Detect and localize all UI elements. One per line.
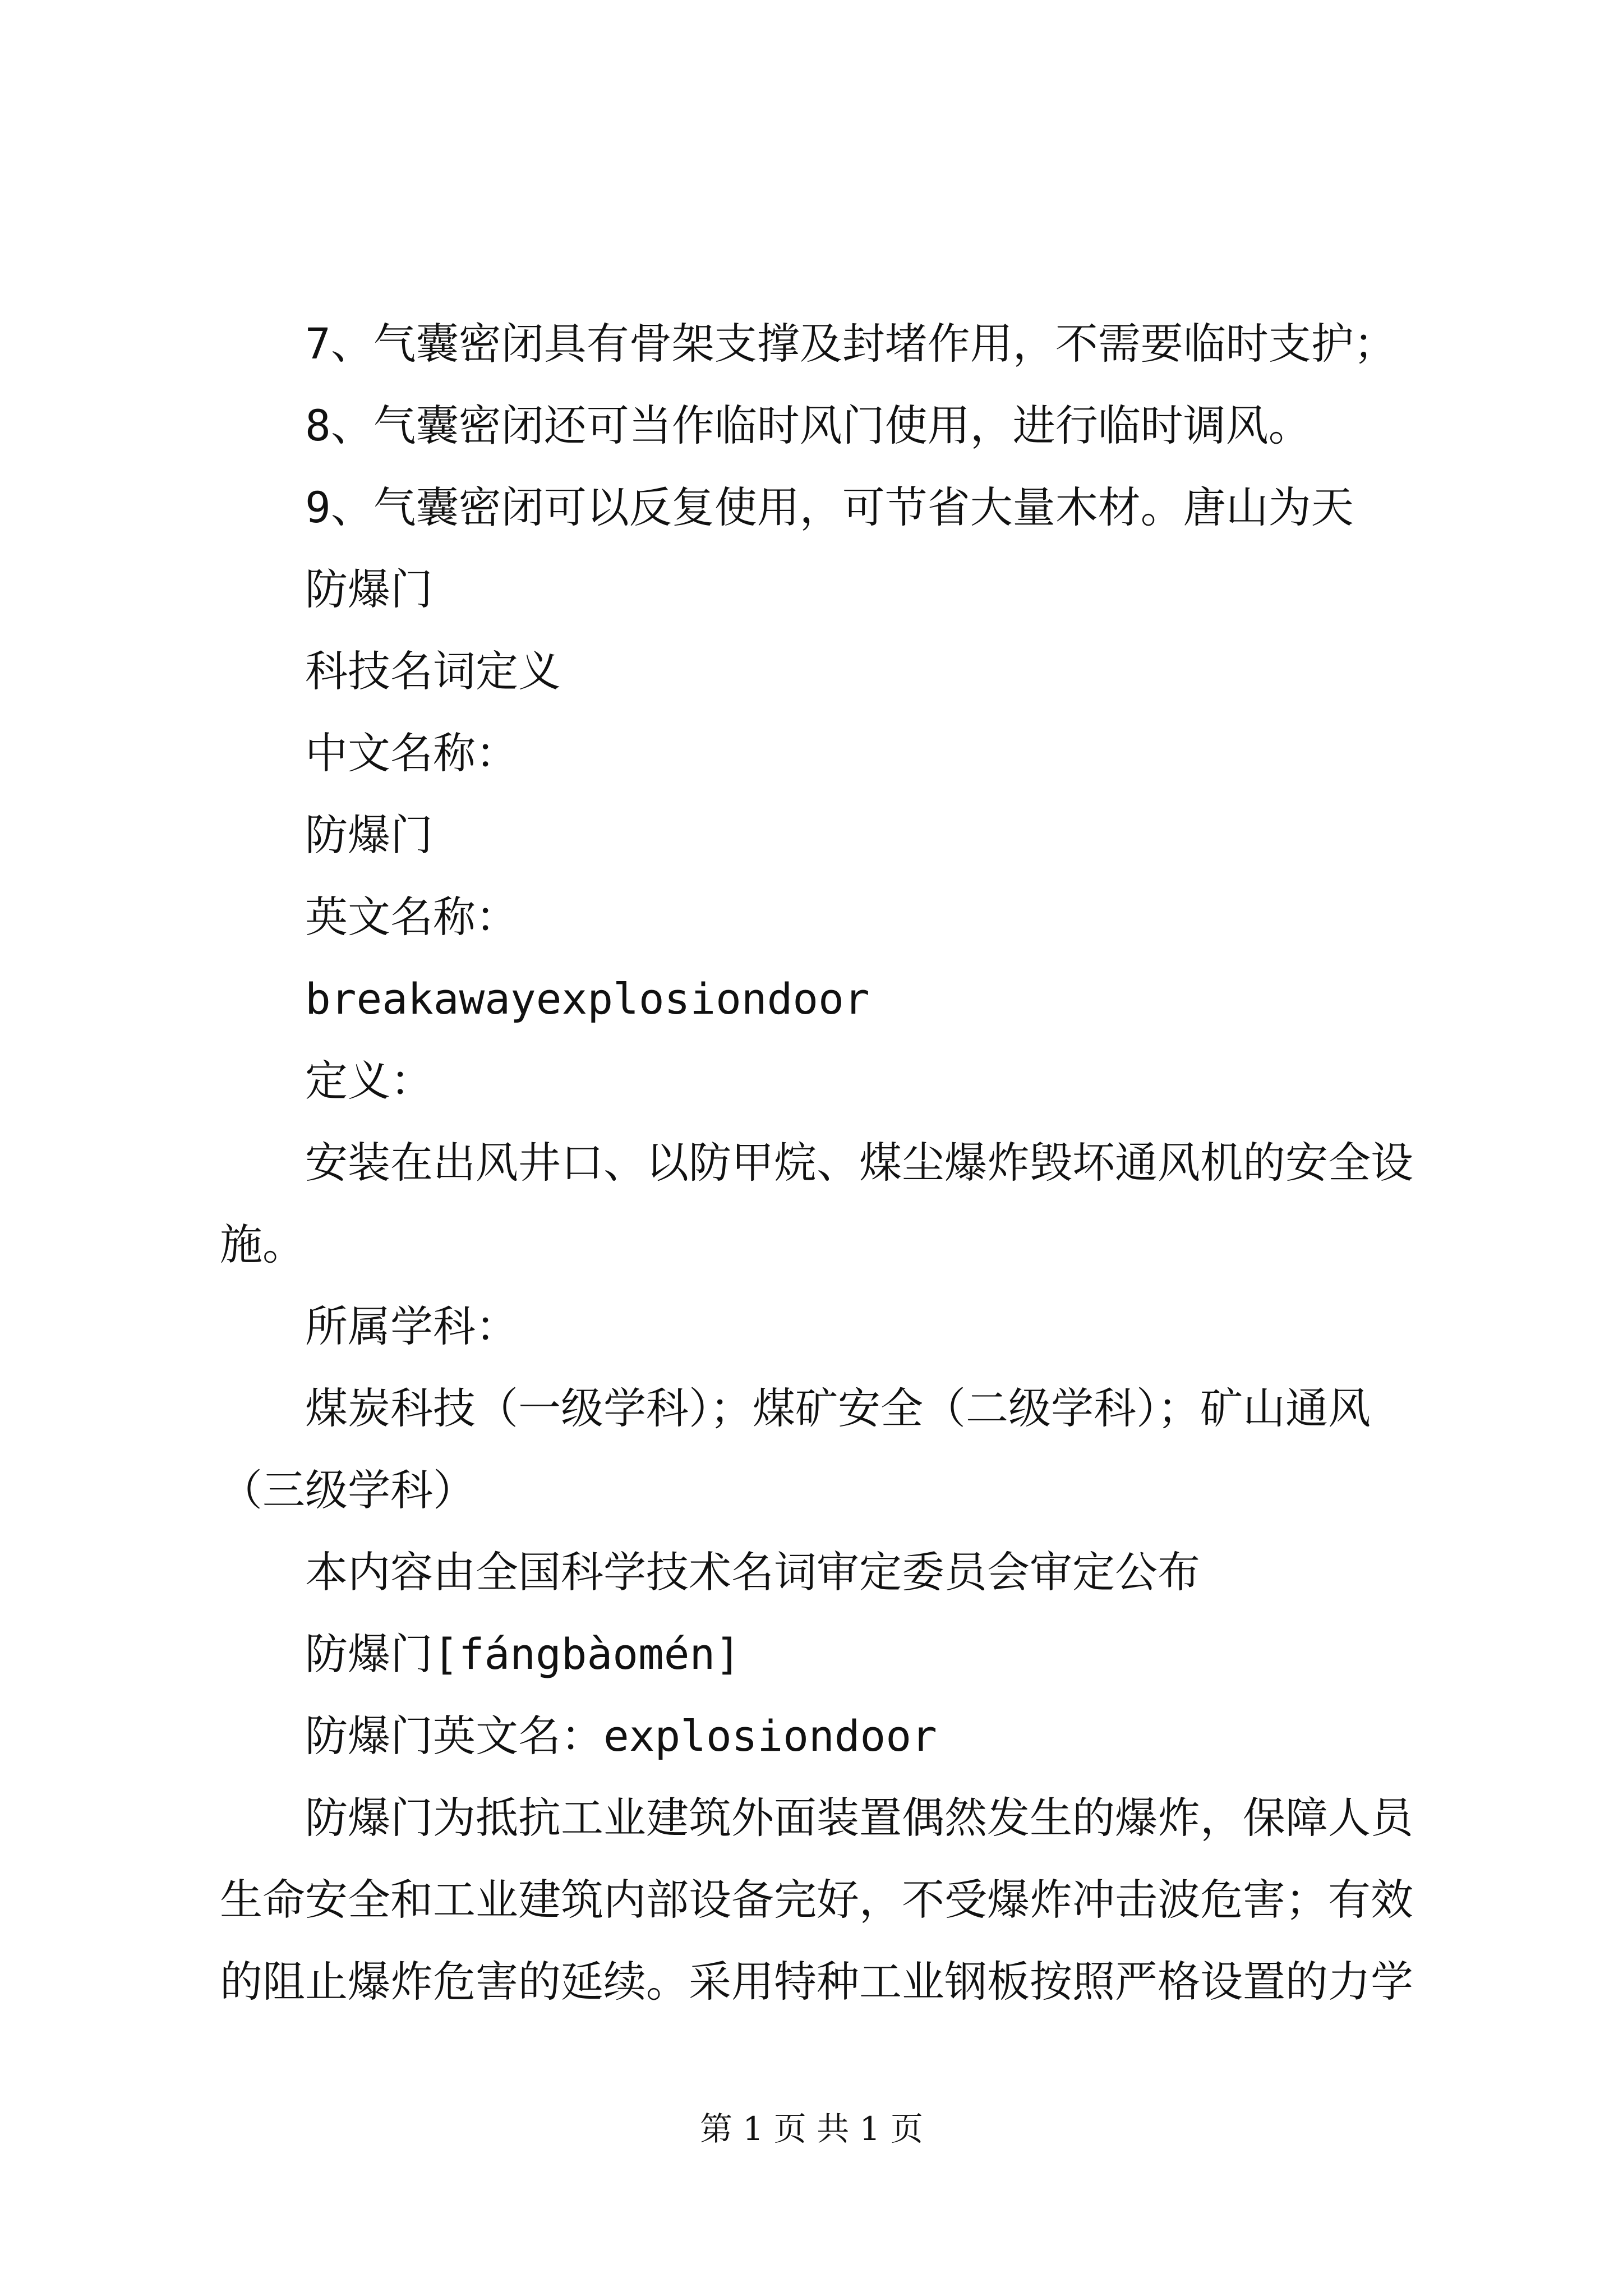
discipline-text: 煤炭科技（一级学科）；煤矿安全（二级学科）；矿山通风（三级学科） — [220, 1383, 1371, 1515]
paragraph-item-7: 7、气囊密闭具有骨架支撑及封堵作用，不需要临时支护； — [305, 319, 1396, 369]
description-paragraph: 防爆门为抵抗工业建筑外面装置偶然发生的爆炸，保障人员生命安全和工业建筑内部设备完好，不受爆炸冲击波危害；有效的阻止爆炸危害的延续。采用特种工业钢板按照严格设置的力学 — [220, 1793, 1413, 2007]
english-name-line: 防爆门英文名：explosiondoor — [305, 1711, 937, 1761]
definition-text: 安装在出风井口、以防甲烷、煤尘爆炸毁坏通风机的安全设施。 — [220, 1138, 1413, 1269]
document-body — [220, 303, 1431, 2023]
definition-heading: 科技名词定义 — [305, 646, 561, 696]
paragraph-item-8: 8、气囊密闭还可当作临时风门使用，进行临时调风。 — [305, 401, 1311, 450]
discipline-label: 所属学科： — [305, 1301, 518, 1351]
page-number-label: 第 1 页 共 1 页 — [700, 2110, 923, 2148]
pinyin-line: 防爆门[fángbàomén] — [305, 1629, 741, 1679]
paragraph-item-9: 9、气囊密闭可以反复使用，可节省大量木材。唐山为天 — [305, 482, 1354, 532]
chinese-name-value: 防爆门 — [305, 810, 433, 860]
chinese-name-label: 中文名称： — [305, 728, 518, 778]
source-note: 本内容由全国科学技术名词审定委员会审定公布 — [305, 1547, 1200, 1597]
section-heading-fangbaomen: 防爆门 — [305, 564, 433, 614]
definition-label: 定义： — [305, 1056, 433, 1106]
page-footer — [0, 2106, 1623, 2151]
english-name-label: 英文名称： — [305, 892, 518, 942]
english-name-value: breakawayexplosiondoor — [305, 974, 870, 1024]
